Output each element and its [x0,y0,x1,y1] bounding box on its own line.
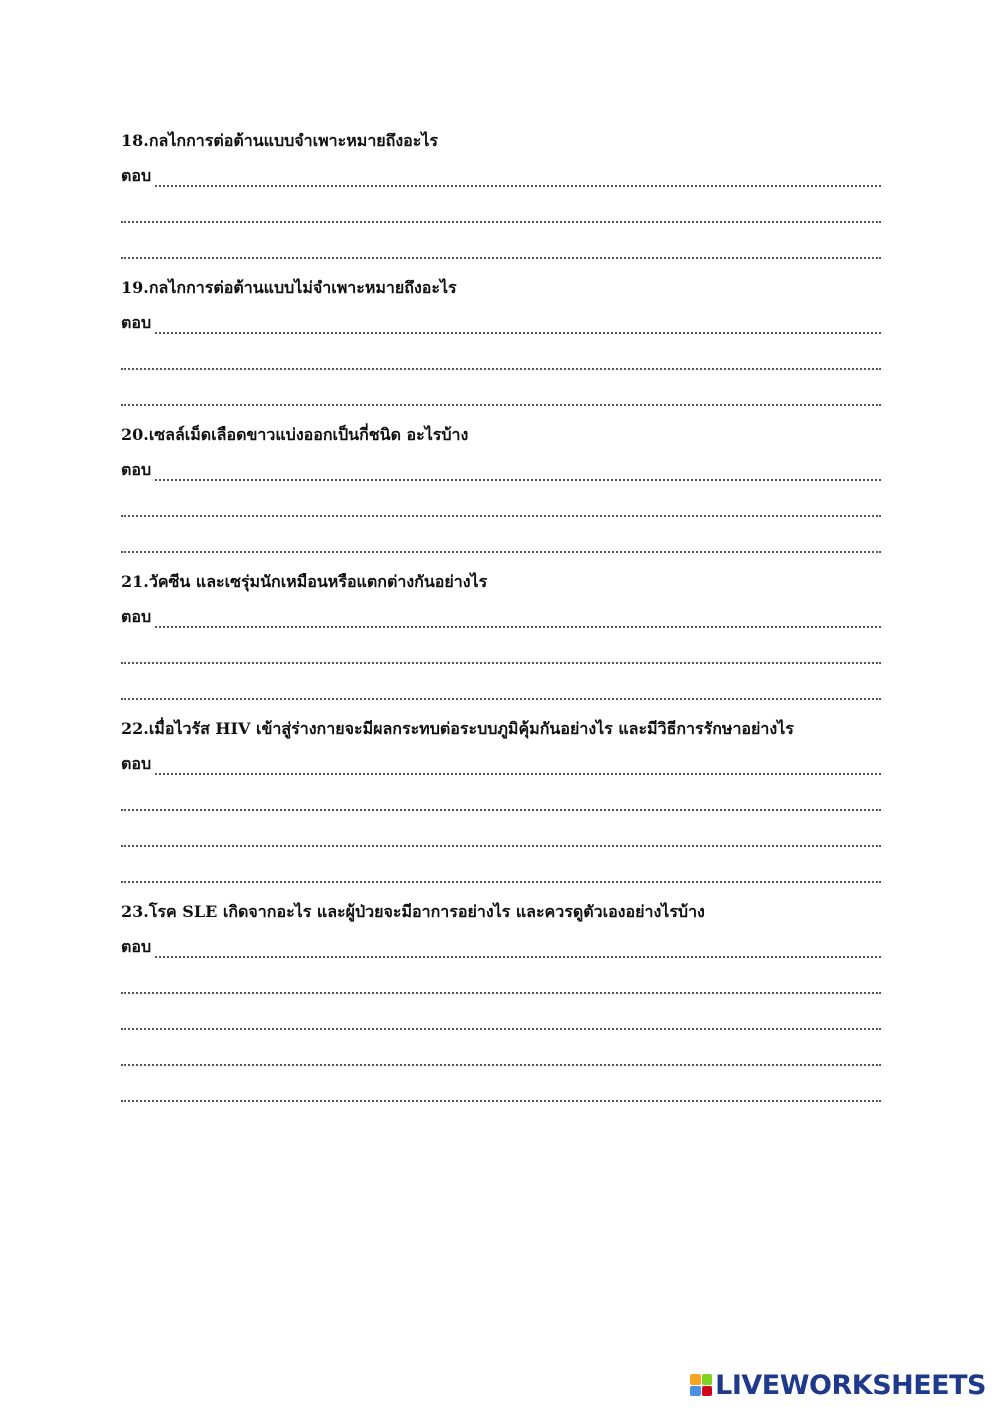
question-text: 18.กลไกการต่อต้านแบบจำเพาะหมายถึงอะไร [121,131,439,150]
answer-line[interactable] [121,994,881,1030]
answer-line[interactable] [121,664,881,700]
question-18 [121,131,881,259]
logo-square [690,1374,701,1385]
answer-label: ตอบ [121,605,153,630]
answer-line[interactable] [121,151,881,187]
answer-label: ตอบ [121,164,153,189]
answer-line[interactable] [121,187,881,223]
question-text: 21.วัคซีน และเซรุ่มนักเหมือนหรือแตกต่างกันอย่างไร [121,572,488,591]
answer-line[interactable] [121,481,881,517]
question-text: 23.โรค SLE เกิดจากอะไร และผู้ป่วยจะมีอาการอย่างไร และควรดูตัวเองอย่างไรบ้าง [121,902,705,921]
liveworksheets-logo[interactable] [690,1370,986,1400]
question-21 [121,572,881,700]
answer-line[interactable] [121,847,881,883]
question-20 [121,425,881,553]
logo-square [702,1386,713,1397]
logo-square [702,1374,713,1385]
answer-line[interactable] [121,1030,881,1066]
answer-label: ตอบ [121,311,153,336]
answer-line[interactable] [121,445,881,481]
answer-line[interactable] [121,775,881,811]
question-19 [121,278,881,406]
answer-label: ตอบ [121,458,153,483]
answer-line[interactable] [121,298,881,334]
answer-line[interactable] [121,223,881,259]
answer-line[interactable] [121,811,881,847]
answer-line[interactable] [121,1066,881,1102]
answer-line[interactable] [121,958,881,994]
answer-line[interactable] [121,628,881,664]
question-text: 20.เซลล์เม็ดเลือดขาวแบ่งออกเป็นกี่ชนิด อะไรบ้าง [121,425,469,444]
answer-line[interactable] [121,370,881,406]
answer-label: ตอบ [121,935,153,960]
liveworksheets-logo-icon [690,1374,712,1396]
question-text: 19.กลไกการต่อต้านแบบไม่จำเพาะหมายถึงอะไร [121,278,457,297]
answer-line[interactable] [121,334,881,370]
logo-square [690,1386,701,1397]
answer-line[interactable] [121,739,881,775]
answer-label: ตอบ [121,752,153,777]
question-text: 22.เมื่อไวรัส HIV เข้าสู่ร่างกายจะมีผลกระทบต่อระบบภูมิคุ้มกันอย่างไร และมีวิธีการรักษาอย่างไร [121,719,794,738]
answer-line[interactable] [121,922,881,958]
question-22 [121,719,881,883]
answer-line[interactable] [121,517,881,553]
question-23 [121,902,881,1102]
brand-name: LIVEWORKSHEETS [715,1369,986,1401]
answer-line[interactable] [121,592,881,628]
